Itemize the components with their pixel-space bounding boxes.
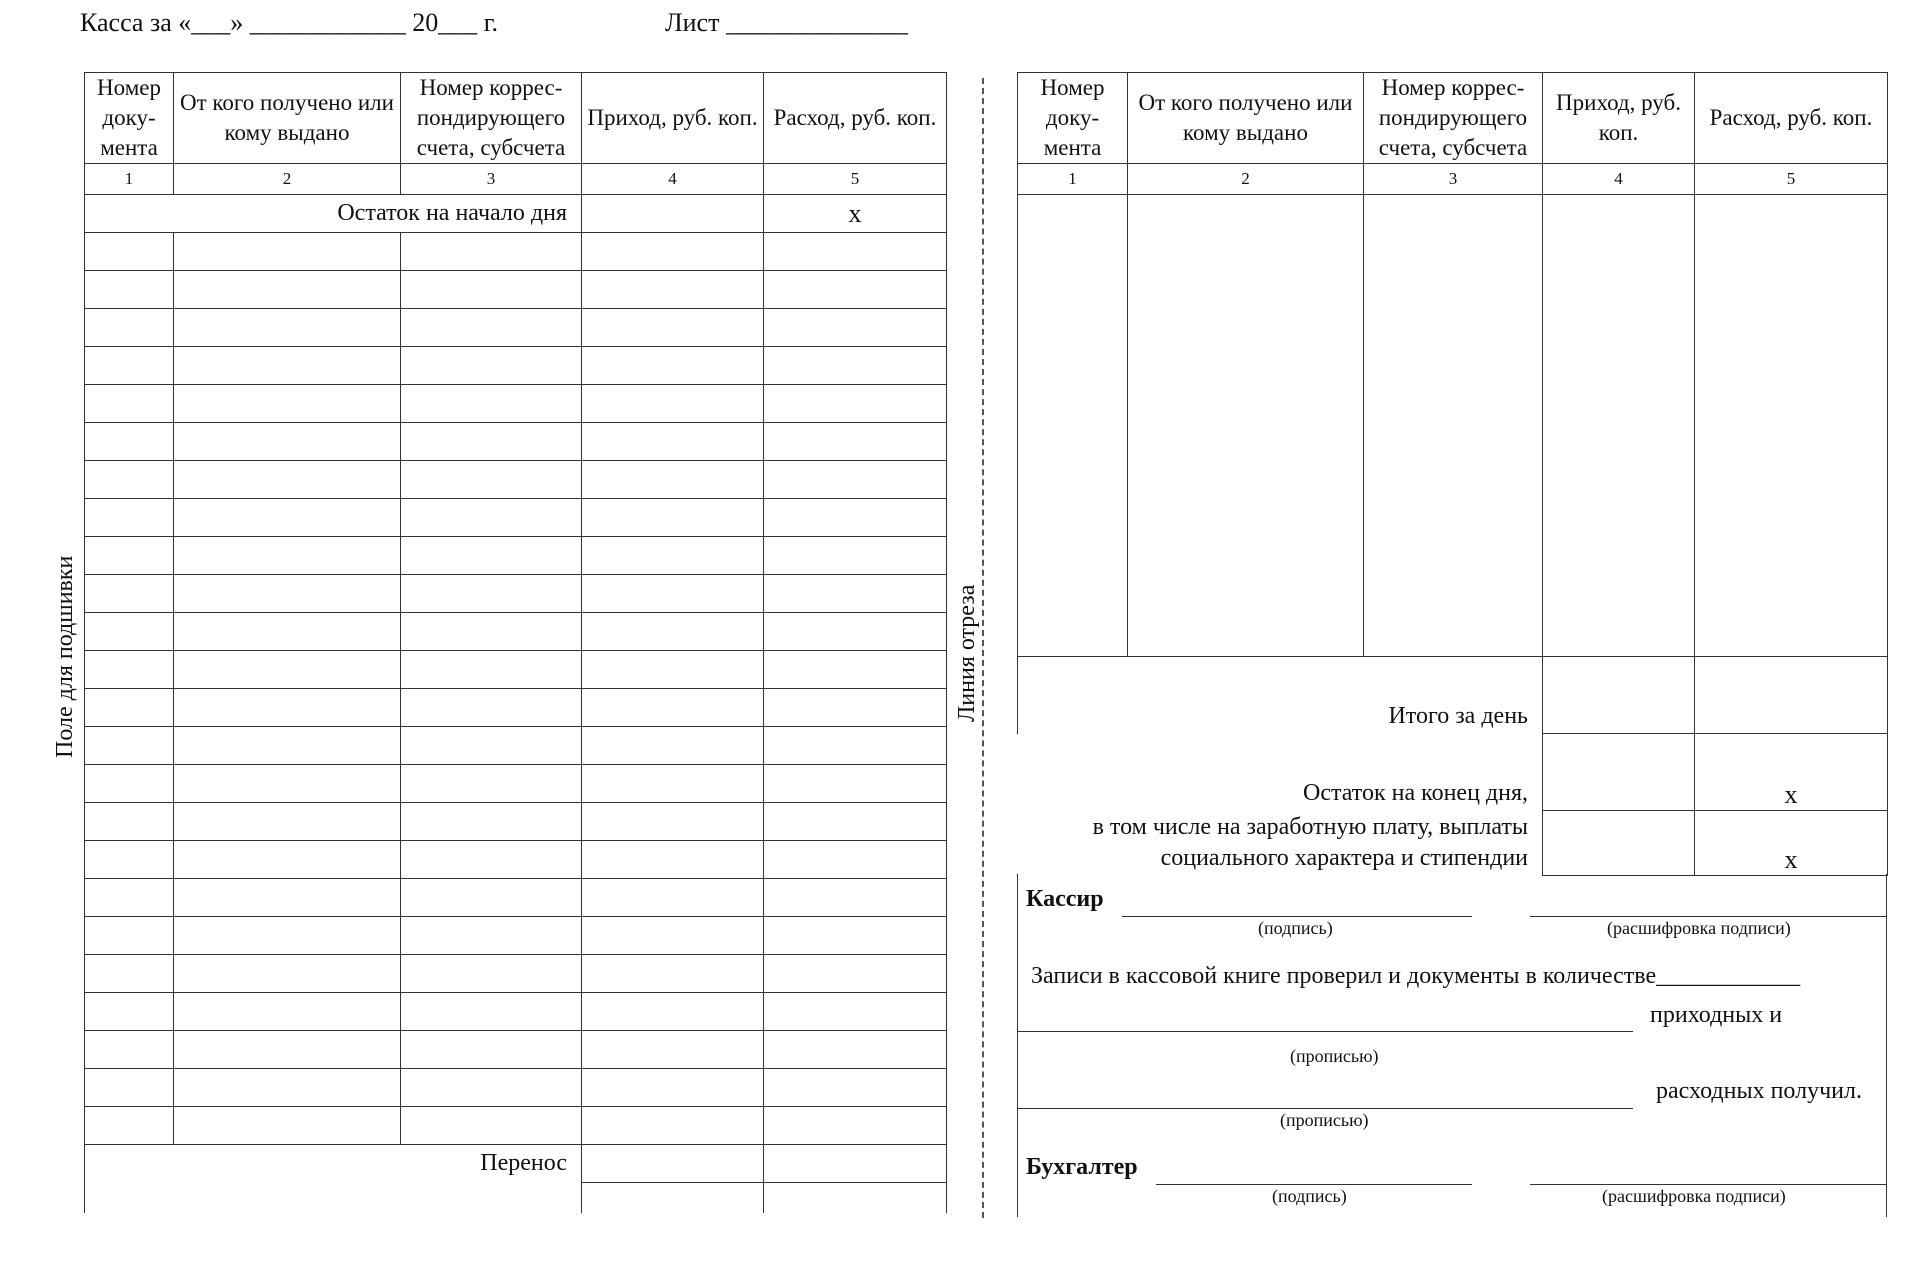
closing-balance-x: х — [1695, 734, 1888, 811]
cashier-signature-line[interactable] — [1122, 916, 1472, 917]
ledger-row — [85, 1107, 947, 1145]
entry-income[interactable] — [582, 423, 764, 461]
column-header-row — [85, 73, 947, 164]
opening-balance-income[interactable] — [582, 195, 764, 233]
entry-account[interactable] — [401, 727, 582, 765]
entry-doc-number[interactable] — [85, 1069, 174, 1107]
col-num: 5 — [1695, 164, 1888, 195]
entry-account[interactable] — [401, 271, 582, 309]
entry-doc-number[interactable] — [85, 1031, 174, 1069]
entry-income[interactable] — [582, 765, 764, 803]
entry-doc-number[interactable] — [85, 689, 174, 727]
entry-income[interactable] — [582, 993, 764, 1031]
col-doc-number: Номер доку- мента — [85, 73, 174, 164]
entry-from-whom[interactable] — [174, 537, 401, 575]
cashier-decode-line[interactable] — [1530, 916, 1886, 917]
ledger-row — [85, 613, 947, 651]
entry-income[interactable] — [582, 879, 764, 917]
col-num: 3 — [1364, 164, 1543, 195]
ledger-row — [85, 385, 947, 423]
col-account: Номер коррес- пондирующего счета, субсчета — [1364, 73, 1543, 164]
accountant-label: Бухгалтер — [1026, 1154, 1138, 1180]
entry-expense[interactable] — [764, 727, 947, 765]
entry-expense[interactable] — [764, 385, 947, 423]
outgoing-received-label: расходных получил. — [1656, 1078, 1862, 1104]
ledger-row — [85, 1069, 947, 1107]
entry-expense[interactable] — [764, 423, 947, 461]
entry-income[interactable] — [582, 271, 764, 309]
entry-account[interactable] — [401, 499, 582, 537]
closing-balance-label: Остаток на конец дня, — [1303, 779, 1528, 806]
entry-income[interactable] — [582, 651, 764, 689]
col-expense: Расход, руб. коп. — [1695, 73, 1888, 164]
ledger-row — [85, 309, 947, 347]
cut-line — [982, 78, 984, 1218]
entry-expense[interactable] — [764, 765, 947, 803]
entry-doc-number[interactable] — [85, 803, 174, 841]
entry-doc-number[interactable] — [85, 499, 174, 537]
entry-from-whom[interactable] — [174, 271, 401, 309]
entry-from-whom[interactable] — [174, 689, 401, 727]
entry-from-whom[interactable] — [174, 993, 401, 1031]
entry-doc-number[interactable] — [85, 651, 174, 689]
cut-line-label: Линия отреза — [954, 584, 980, 722]
entry-account[interactable] — [401, 347, 582, 385]
entry-from-whom[interactable] — [174, 765, 401, 803]
ledger-row — [85, 993, 947, 1031]
entry-expense[interactable] — [764, 955, 947, 993]
entry-from-whom[interactable] — [174, 1107, 401, 1145]
entry-doc-number[interactable] — [85, 423, 174, 461]
entry-income[interactable] — [582, 955, 764, 993]
entry-account[interactable] — [1364, 195, 1543, 657]
entry-income[interactable] — [582, 461, 764, 499]
entry-from-whom[interactable] — [1128, 195, 1364, 657]
entry-account[interactable] — [401, 993, 582, 1031]
cash-day-title: Касса за «___» ____________ 20___ г. — [80, 8, 499, 37]
entry-account[interactable] — [401, 423, 582, 461]
entry-expense[interactable] — [764, 1107, 947, 1145]
col-income: Приход, руб. коп. — [582, 73, 764, 164]
checked-records-text: Записи в кассовой книге проверил и документы в количестве____________ — [1031, 963, 1801, 989]
opening-balance-label: Остаток на начало дня — [85, 195, 582, 233]
entry-income[interactable] — [582, 385, 764, 423]
col-num: 5 — [764, 164, 947, 195]
entry-income[interactable] — [582, 917, 764, 955]
incoming-in-words-caption: (прописью) — [1290, 1046, 1379, 1066]
carry-over-row-2 — [85, 1183, 947, 1213]
cashier-signature-caption: (подпись) — [1258, 918, 1333, 938]
entry-from-whom[interactable] — [174, 461, 401, 499]
entry-from-whom[interactable] — [174, 803, 401, 841]
ledger-row — [85, 727, 947, 765]
entry-doc-number[interactable] — [85, 917, 174, 955]
entry-doc-number[interactable] — [1018, 195, 1128, 657]
entry-income[interactable] — [582, 1031, 764, 1069]
entry-doc-number[interactable] — [85, 271, 174, 309]
entry-account[interactable] — [401, 1031, 582, 1069]
cashier-label: Кассир — [1026, 886, 1104, 912]
day-total-row — [1018, 657, 1888, 734]
entry-account[interactable] — [401, 537, 582, 575]
entry-doc-number[interactable] — [85, 461, 174, 499]
right-cash-table — [1017, 72, 1888, 876]
column-number-row — [85, 164, 947, 195]
entry-from-whom[interactable] — [174, 575, 401, 613]
entry-doc-number[interactable] — [85, 1107, 174, 1145]
entry-doc-number[interactable] — [85, 841, 174, 879]
binding-field-label: Поле для подшивки — [52, 555, 78, 758]
entry-income[interactable] — [582, 347, 764, 385]
entry-doc-number[interactable] — [85, 347, 174, 385]
col-num: 4 — [582, 164, 764, 195]
entry-income[interactable] — [582, 727, 764, 765]
ledger-row — [85, 347, 947, 385]
entry-account[interactable] — [401, 803, 582, 841]
incoming-label: приходных и — [1650, 1002, 1783, 1028]
entry-income[interactable] — [582, 499, 764, 537]
entry-account[interactable] — [401, 385, 582, 423]
entry-doc-number[interactable] — [85, 727, 174, 765]
entry-expense[interactable] — [764, 879, 947, 917]
entry-income[interactable] — [582, 1107, 764, 1145]
entry-doc-number[interactable] — [85, 765, 174, 803]
sheet-number: Лист ______________ — [665, 8, 908, 37]
entry-income[interactable] — [582, 803, 764, 841]
entry-account[interactable] — [401, 879, 582, 917]
entry-expense[interactable] — [764, 499, 947, 537]
entry-from-whom[interactable] — [174, 841, 401, 879]
entry-doc-number[interactable] — [85, 879, 174, 917]
entry-account[interactable] — [401, 689, 582, 727]
entry-income[interactable] — [582, 233, 764, 271]
col-num: 1 — [85, 164, 174, 195]
entry-account[interactable] — [401, 917, 582, 955]
entry-expense[interactable] — [764, 841, 947, 879]
ledger-row — [85, 423, 947, 461]
entry-account[interactable] — [401, 461, 582, 499]
day-total-label: Итого за день — [1018, 657, 1543, 734]
entry-income[interactable] — [582, 613, 764, 651]
column-header-row — [1018, 73, 1888, 164]
entry-expense[interactable] — [764, 233, 947, 271]
day-total-expense[interactable] — [1695, 657, 1888, 734]
accountant-decode-caption: (расшифровка подписи) — [1602, 1186, 1786, 1206]
entry-from-whom[interactable] — [174, 499, 401, 537]
entry-doc-number[interactable] — [85, 575, 174, 613]
entry-account[interactable] — [401, 1107, 582, 1145]
closing-balance-row — [1018, 734, 1888, 811]
entry-expense[interactable] — [764, 271, 947, 309]
ledger-row — [85, 271, 947, 309]
entry-expense[interactable] — [764, 613, 947, 651]
entry-income[interactable] — [582, 309, 764, 347]
entry-expense[interactable] — [764, 575, 947, 613]
ledger-row — [85, 689, 947, 727]
entry-account[interactable] — [401, 309, 582, 347]
opening-balance-row — [85, 195, 947, 233]
entry-from-whom[interactable] — [174, 233, 401, 271]
entry-doc-number[interactable] — [85, 537, 174, 575]
ledger-row — [85, 955, 947, 993]
ledger-row — [85, 233, 947, 271]
ledger-row — [85, 499, 947, 537]
entry-account[interactable] — [401, 765, 582, 803]
entry-account[interactable] — [401, 233, 582, 271]
accountant-decode-line[interactable] — [1530, 1184, 1886, 1185]
entry-income[interactable] — [582, 575, 764, 613]
col-num: 4 — [1543, 164, 1695, 195]
entry-doc-number[interactable] — [85, 233, 174, 271]
entry-expense[interactable] — [1695, 195, 1888, 657]
ledger-row — [85, 879, 947, 917]
col-income: Приход, руб. коп. — [1543, 73, 1695, 164]
entry-from-whom[interactable] — [174, 955, 401, 993]
including-row — [1018, 811, 1888, 876]
entry-doc-number[interactable] — [85, 993, 174, 1031]
ledger-row — [85, 917, 947, 955]
entry-account[interactable] — [401, 955, 582, 993]
accountant-signature-line[interactable] — [1156, 1184, 1472, 1185]
including-income[interactable] — [1543, 811, 1695, 876]
left-cash-table — [84, 72, 947, 1213]
column-number-row — [1018, 164, 1888, 195]
entry-from-whom[interactable] — [174, 1069, 401, 1107]
entry-from-whom[interactable] — [174, 347, 401, 385]
carry-over-row — [85, 1145, 947, 1183]
entry-from-whom[interactable] — [174, 1031, 401, 1069]
entry-account[interactable] — [401, 651, 582, 689]
including-line-1: в том числе на заработную плату, выплаты — [1092, 814, 1528, 840]
entry-account[interactable] — [401, 613, 582, 651]
entry-from-whom[interactable] — [174, 613, 401, 651]
entry-expense[interactable] — [764, 1031, 947, 1069]
entry-doc-number[interactable] — [85, 955, 174, 993]
ledger-row — [85, 765, 947, 803]
carry-over-expense[interactable] — [764, 1145, 947, 1183]
ledger-row — [85, 537, 947, 575]
col-account: Номер коррес- пондирующего счета, субсчета — [401, 73, 582, 164]
day-total-income[interactable] — [1543, 657, 1695, 734]
entry-from-whom[interactable] — [174, 309, 401, 347]
ledger-row — [85, 1031, 947, 1069]
entry-income[interactable] — [582, 841, 764, 879]
entry-from-whom[interactable] — [174, 917, 401, 955]
entry-doc-number[interactable] — [85, 385, 174, 423]
entry-expense[interactable] — [764, 917, 947, 955]
entry-expense[interactable] — [764, 803, 947, 841]
entry-from-whom[interactable] — [174, 727, 401, 765]
col-num: 2 — [174, 164, 401, 195]
entry-doc-number[interactable] — [85, 613, 174, 651]
opening-balance-x: х — [764, 195, 947, 233]
including-x: х — [1695, 811, 1888, 876]
ledger-row — [85, 803, 947, 841]
entry-account[interactable] — [401, 1069, 582, 1107]
ledger-row — [85, 841, 947, 879]
entry-from-whom[interactable] — [174, 423, 401, 461]
carry-over-label: Перенос — [85, 1145, 582, 1183]
entry-income[interactable] — [582, 1069, 764, 1107]
entry-from-whom[interactable] — [174, 651, 401, 689]
entry-expense[interactable] — [764, 689, 947, 727]
entry-expense[interactable] — [764, 651, 947, 689]
outgoing-count-line[interactable] — [1017, 1108, 1633, 1109]
accountant-signature-caption: (подпись) — [1272, 1186, 1347, 1206]
entry-doc-number[interactable] — [85, 309, 174, 347]
col-num: 2 — [1128, 164, 1364, 195]
including-line-2: социального характера и стипендии — [1160, 845, 1528, 871]
entry-expense[interactable] — [764, 1069, 947, 1107]
col-expense: Расход, руб. коп. — [764, 73, 947, 164]
outgoing-in-words-caption: (прописью) — [1280, 1110, 1369, 1130]
ledger-row — [85, 461, 947, 499]
entry-expense[interactable] — [764, 347, 947, 385]
entry-from-whom[interactable] — [174, 385, 401, 423]
entry-expense[interactable] — [764, 537, 947, 575]
ledger-row — [85, 575, 947, 613]
entry-income[interactable] — [1543, 195, 1695, 657]
ledger-row — [85, 651, 947, 689]
col-num: 3 — [401, 164, 582, 195]
col-from-whom: От кого получено или кому выдано — [1128, 73, 1364, 164]
entry-income[interactable] — [582, 689, 764, 727]
col-num: 1 — [1018, 164, 1128, 195]
entry-income[interactable] — [582, 537, 764, 575]
carry-over-income[interactable] — [582, 1145, 764, 1183]
col-from-whom: От кого получено или кому выдано — [174, 73, 401, 164]
entry-expense[interactable] — [764, 309, 947, 347]
closing-balance-income[interactable] — [1543, 734, 1695, 811]
cashier-decode-caption: (расшифровка подписи) — [1607, 918, 1791, 938]
col-doc-number: Номер доку- мента — [1018, 73, 1128, 164]
entry-account[interactable] — [401, 841, 582, 879]
entry-expense[interactable] — [764, 461, 947, 499]
entries-area — [1018, 195, 1888, 657]
incoming-count-line[interactable] — [1017, 1031, 1633, 1032]
entry-account[interactable] — [401, 575, 582, 613]
entry-from-whom[interactable] — [174, 879, 401, 917]
entry-expense[interactable] — [764, 993, 947, 1031]
